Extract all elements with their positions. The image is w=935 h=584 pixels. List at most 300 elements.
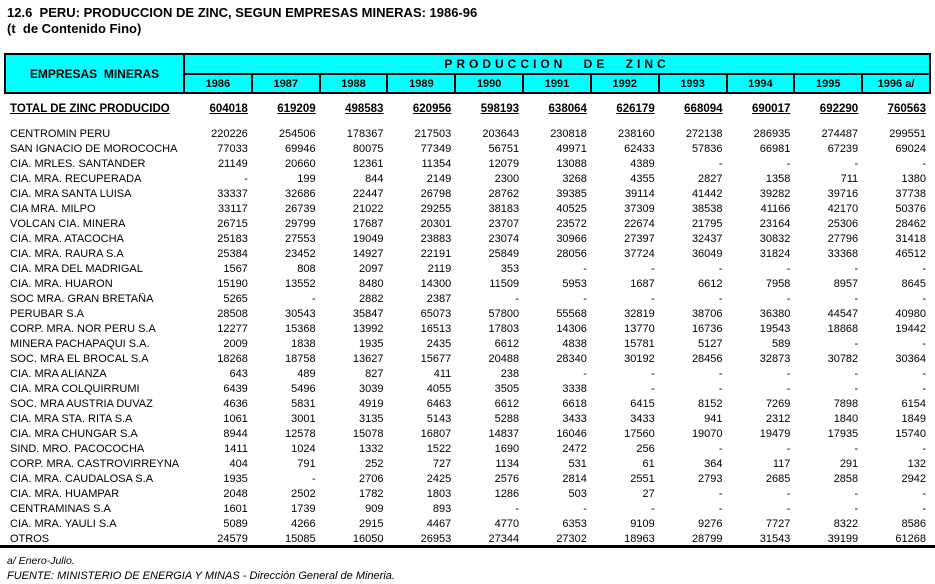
- cell-value: 28462: [895, 217, 926, 230]
- cell-value: 6154: [901, 397, 926, 410]
- cell-value: 15677: [420, 352, 452, 365]
- table-row: [4, 456, 931, 471]
- cell-value: 25183: [217, 232, 248, 245]
- cell-value: 15085: [285, 532, 316, 545]
- cell-value: 1024: [291, 442, 316, 455]
- table-row: [4, 186, 931, 201]
- cell-value: 40525: [556, 202, 587, 215]
- cell-value: 30192: [624, 352, 655, 365]
- year-header-cell: 1996 a/: [877, 77, 915, 90]
- cell-value: 14306: [556, 322, 587, 335]
- cell-value: 46512: [895, 247, 926, 260]
- cell-value: 39716: [827, 187, 859, 200]
- cell-value: -: [718, 367, 723, 380]
- cell-value: -: [718, 382, 723, 395]
- cell-value: 2706: [358, 472, 384, 485]
- cell-value: 16050: [352, 532, 384, 545]
- cell-value: 2814: [562, 472, 587, 485]
- cell-value: 199: [297, 172, 316, 185]
- year-header-cell: 1987: [253, 75, 321, 92]
- cell-value: 503: [568, 487, 587, 500]
- row-label: SAN IGNACIO DE MOROCOCHA: [10, 142, 178, 155]
- cell-value: 44547: [827, 307, 859, 320]
- table-row: [4, 381, 931, 396]
- row-label: CIA. MRA. HUAMPAR: [10, 487, 120, 500]
- table-row: [4, 261, 931, 276]
- year-header-cell: 1988: [321, 75, 389, 92]
- cell-value: 6612: [494, 397, 520, 410]
- cell-value: 32686: [285, 187, 316, 200]
- cell-value: 33368: [827, 247, 859, 260]
- cell-value: -: [311, 292, 316, 305]
- cell-value: 37724: [624, 247, 655, 260]
- cell-value: -: [786, 367, 791, 380]
- page-title: [7, 5, 477, 37]
- cell-value: 3433: [630, 412, 655, 425]
- cell-value: 18963: [624, 532, 655, 545]
- cell-value: 17803: [488, 322, 520, 335]
- cell-value: 61: [642, 457, 655, 470]
- row-label: MINERA PACHAPAQUI S.A.: [10, 337, 150, 350]
- cell-value: 690017: [751, 102, 791, 115]
- cell-value: 1286: [494, 487, 520, 500]
- cell-value: 9109: [630, 517, 655, 530]
- cell-value: 3505: [494, 382, 520, 395]
- cell-value: 2312: [765, 412, 791, 425]
- cell-value: 1358: [765, 172, 791, 185]
- cell-value: 27553: [285, 232, 316, 245]
- cell-value: 2827: [698, 172, 723, 185]
- cell-value: 32437: [691, 232, 723, 245]
- cell-value: 589: [772, 337, 791, 350]
- cell-value: 4919: [358, 397, 384, 410]
- cell-value: 16046: [556, 427, 587, 440]
- cell-value: 42170: [827, 202, 859, 215]
- footnote-period: a/ Enero-Julio.: [7, 555, 75, 567]
- cell-value: 1601: [223, 502, 248, 515]
- cell-value: 941: [704, 412, 723, 425]
- cell-value: 1782: [358, 487, 384, 500]
- cell-value: 4467: [426, 517, 452, 530]
- cell-value: 909: [365, 502, 384, 515]
- cell-value: 18758: [285, 352, 316, 365]
- cell-value: 220226: [211, 127, 248, 140]
- cell-value: 28799: [691, 532, 723, 545]
- cell-value: -: [651, 292, 655, 305]
- cell-value: 1803: [426, 487, 452, 500]
- cell-value: 256: [636, 442, 655, 455]
- cell-value: 1061: [223, 412, 248, 425]
- cell-value: 1739: [291, 502, 316, 515]
- cell-value: 13552: [285, 277, 316, 290]
- footnote-source: FUENTE: MINISTERIO DE ENERGIA Y MINAS - Dirección General de Mineria.: [7, 570, 395, 582]
- row-label: CENTRAMINAS S.A: [10, 502, 111, 515]
- cell-value: 30966: [556, 232, 587, 245]
- cell-value: -: [718, 262, 723, 275]
- cell-value: 2149: [426, 172, 452, 185]
- cell-value: 6439: [223, 382, 248, 395]
- cell-value: 19049: [352, 232, 384, 245]
- cell-value: 32873: [759, 352, 791, 365]
- cell-value: 12277: [217, 322, 248, 335]
- cell-value: 638064: [548, 102, 587, 115]
- cell-value: 27344: [488, 532, 520, 545]
- cell-value: 6618: [562, 397, 587, 410]
- cell-value: 6353: [562, 517, 587, 530]
- cell-value: 364: [704, 457, 723, 470]
- cell-value: 252: [365, 457, 384, 470]
- table-row: [4, 396, 931, 411]
- cell-value: 1838: [291, 337, 316, 350]
- cell-value: 29799: [285, 217, 316, 230]
- cell-value: 711: [840, 172, 859, 185]
- cell-value: -: [922, 157, 926, 170]
- cell-value: 57800: [488, 307, 520, 320]
- cell-value: -: [583, 292, 587, 305]
- cell-value: 1567: [223, 262, 248, 275]
- cell-value: 23572: [556, 217, 587, 230]
- table-row: [4, 531, 931, 546]
- cell-value: -: [718, 487, 723, 500]
- row-label: VOLCAN CIA. MINERA: [10, 217, 126, 230]
- table-row: [4, 276, 931, 291]
- cell-value: 1690: [494, 442, 520, 455]
- cell-value: -: [922, 487, 926, 500]
- cell-value: -: [651, 502, 655, 515]
- cell-value: 17687: [352, 217, 384, 230]
- row-label: CIA. MRA. RECUPERADA: [10, 172, 142, 185]
- cell-value: 23452: [285, 247, 316, 260]
- row-label: CIA. MRLES. SANTANDER: [10, 157, 146, 170]
- cell-value: 203643: [482, 127, 520, 140]
- cell-value: 808: [297, 262, 316, 275]
- cell-value: 56751: [488, 142, 520, 155]
- cell-value: 18868: [827, 322, 859, 335]
- cell-value: 7898: [833, 397, 859, 410]
- cell-value: -: [718, 157, 723, 170]
- cell-value: 16807: [420, 427, 452, 440]
- cell-value: 23707: [488, 217, 520, 230]
- cell-value: 5831: [291, 397, 316, 410]
- year-header-cell: 1994: [728, 75, 796, 92]
- cell-value: 2685: [765, 472, 791, 485]
- cell-value: 15078: [352, 427, 384, 440]
- cell-value: 13088: [556, 157, 587, 170]
- cell-value: 178367: [346, 127, 384, 140]
- cell-value: 2425: [426, 472, 452, 485]
- cell-value: 1840: [833, 412, 859, 425]
- cell-value: 2009: [223, 337, 248, 350]
- cell-value: 291: [839, 457, 859, 470]
- production-header-group: [185, 55, 929, 92]
- cell-value: 33117: [218, 202, 248, 215]
- table-row: [4, 336, 931, 351]
- cell-value: 67239: [827, 142, 859, 155]
- cell-value: -: [651, 382, 655, 395]
- cell-value: -: [922, 382, 926, 395]
- cell-value: 404: [229, 457, 248, 470]
- cell-value: 15781: [624, 337, 655, 350]
- cell-value: 11509: [489, 277, 520, 290]
- cell-value: 791: [297, 457, 316, 470]
- table-row: [4, 216, 931, 231]
- cell-value: 27796: [827, 232, 859, 245]
- cell-value: 8586: [901, 517, 926, 530]
- cell-value: -: [651, 367, 655, 380]
- cell-value: 299551: [889, 127, 926, 140]
- subtitle-line: (t de Contenido Fino): [7, 21, 142, 36]
- cell-value: 230818: [550, 127, 587, 140]
- cell-value: 32819: [624, 307, 655, 320]
- cell-value: 2387: [426, 292, 452, 305]
- cell-value: -: [244, 172, 248, 185]
- row-label: CIA. MRA ALIANZA: [10, 367, 107, 380]
- table-row: [4, 411, 931, 426]
- cell-value: 8480: [358, 277, 384, 290]
- cell-value: 31824: [759, 247, 791, 260]
- cell-value: 2576: [494, 472, 520, 485]
- cell-value: 19070: [691, 427, 723, 440]
- cell-value: 19543: [759, 322, 791, 335]
- table-row: [4, 516, 931, 531]
- cell-value: 1411: [224, 442, 248, 455]
- cell-value: 217503: [414, 127, 452, 140]
- cell-value: 2435: [426, 337, 452, 350]
- table-row: [4, 426, 931, 441]
- table-row: [4, 156, 931, 171]
- cell-value: -: [854, 262, 859, 275]
- cell-value: 33337: [217, 187, 248, 200]
- cell-value: 6612: [698, 277, 723, 290]
- cell-value: 36380: [759, 307, 791, 320]
- row-label: PERUBAR S.A: [10, 307, 84, 320]
- cell-value: 26953: [420, 532, 452, 545]
- year-header-cell: 1993: [660, 75, 728, 92]
- table-body: [4, 126, 931, 546]
- cell-value: 692290: [819, 102, 859, 115]
- cell-value: -: [854, 382, 859, 395]
- cell-value: -: [583, 502, 587, 515]
- cell-value: 25849: [488, 247, 520, 260]
- cell-value: 3268: [562, 172, 587, 185]
- cell-value: 28340: [556, 352, 587, 365]
- row-label: CORP. MRA. CASTROVIRREYNA: [10, 457, 180, 470]
- cell-value: 2097: [358, 262, 384, 275]
- row-label: TOTAL DE ZINC PRODUCIDO: [10, 102, 170, 115]
- cell-value: 26739: [285, 202, 316, 215]
- cell-value: 498583: [345, 102, 384, 115]
- cell-value: 1687: [630, 277, 655, 290]
- cell-value: 21149: [218, 157, 248, 170]
- cell-value: -: [854, 487, 859, 500]
- row-label: CIA MRA. MILPO: [10, 202, 96, 215]
- cell-value: 15190: [217, 277, 248, 290]
- row-label: CENTROMIN PERU: [10, 127, 111, 140]
- cell-value: -: [786, 442, 791, 455]
- cell-value: 1134: [495, 457, 520, 470]
- cell-value: 39282: [759, 187, 791, 200]
- cell-value: 531: [568, 457, 587, 470]
- cell-value: 5089: [223, 517, 248, 530]
- cell-value: 132: [907, 457, 926, 470]
- cell-value: 6612: [494, 337, 520, 350]
- cell-value: -: [718, 442, 723, 455]
- cell-value: 8322: [833, 517, 859, 530]
- cell-value: 5127: [698, 337, 723, 350]
- cell-value: 2915: [358, 517, 384, 530]
- cell-value: 28508: [217, 307, 248, 320]
- cell-value: 12079: [488, 157, 520, 170]
- cell-value: 8152: [698, 397, 723, 410]
- cell-value: 13770: [624, 322, 655, 335]
- cell-value: -: [854, 442, 859, 455]
- cell-value: 9276: [698, 517, 723, 530]
- cell-value: 39385: [556, 187, 587, 200]
- cell-value: 19442: [895, 322, 926, 335]
- cell-value: 69024: [895, 142, 926, 155]
- row-label: CIA. MRA. HUARON: [10, 277, 113, 290]
- total-row-container: [4, 101, 931, 116]
- year-header-cell: 1990: [456, 75, 524, 92]
- cell-value: 77349: [420, 142, 452, 155]
- row-label: OTROS: [10, 532, 50, 545]
- row-label: CIA. MRA DEL MADRIGAL: [10, 262, 143, 275]
- row-label: CIA. MRA SANTA LUISA: [10, 187, 132, 200]
- cell-value: 598193: [480, 102, 520, 115]
- cell-value: -: [583, 262, 587, 275]
- cell-value: -: [311, 472, 316, 485]
- cell-value: 4389: [630, 157, 655, 170]
- cell-value: 2882: [358, 292, 384, 305]
- cell-value: 272138: [685, 127, 723, 140]
- cell-value: 30364: [895, 352, 926, 365]
- cell-value: 604018: [209, 102, 248, 115]
- cell-value: 4355: [630, 172, 655, 185]
- cell-value: 39114: [624, 187, 655, 200]
- table-row: [4, 306, 931, 321]
- cell-value: 5288: [494, 412, 520, 425]
- table-row: [4, 246, 931, 261]
- cell-value: 38183: [488, 202, 520, 215]
- table-row: [4, 351, 931, 366]
- cell-value: -: [854, 292, 859, 305]
- cell-value: 353: [500, 262, 520, 275]
- cell-value: -: [718, 502, 723, 515]
- cell-value: 41442: [691, 187, 723, 200]
- table-row: [4, 291, 931, 306]
- cell-value: 30543: [285, 307, 316, 320]
- cell-value: 23164: [759, 217, 791, 230]
- cell-value: 66981: [759, 142, 791, 155]
- year-header-cell: 1995: [795, 75, 863, 92]
- cell-value: 1522: [426, 442, 452, 455]
- cell-value: 2793: [698, 472, 723, 485]
- cell-value: 37738: [895, 187, 926, 200]
- cell-value: 20488: [488, 352, 520, 365]
- cell-value: 27: [642, 487, 655, 500]
- cell-value: 668094: [684, 102, 723, 115]
- cell-value: 27397: [624, 232, 655, 245]
- cell-value: -: [515, 292, 520, 305]
- footnotes: [7, 554, 395, 584]
- row-label: CIA. MRA. ATACOCHA: [10, 232, 124, 245]
- cell-value: 117: [772, 457, 791, 470]
- table-row: [4, 366, 931, 381]
- cell-value: -: [583, 367, 587, 380]
- table-row: [4, 231, 931, 246]
- table-row: [4, 201, 931, 216]
- cell-value: -: [786, 292, 791, 305]
- cell-value: 18268: [217, 352, 248, 365]
- title-line: 12.6 PERU: PRODUCCION DE ZINC, SEGUN EMPRESAS MINERAS: 1986-96: [7, 5, 478, 20]
- cell-value: -: [786, 502, 791, 515]
- cell-value: -: [854, 367, 859, 380]
- cell-value: 20660: [285, 157, 316, 170]
- cell-value: 2119: [427, 262, 452, 275]
- cell-value: 411: [433, 367, 452, 380]
- cell-value: 26798: [420, 187, 452, 200]
- cell-value: -: [515, 502, 520, 515]
- row-label: CIA. MRA. CAUDALOSA S.A: [10, 472, 154, 485]
- cell-value: 13992: [352, 322, 384, 335]
- cell-value: 50376: [895, 202, 926, 215]
- year-header-cell: 1986: [185, 75, 253, 92]
- cell-value: 16513: [420, 322, 452, 335]
- cell-value: -: [922, 442, 926, 455]
- cell-value: 12578: [285, 427, 316, 440]
- cell-value: 2300: [494, 172, 520, 185]
- cell-value: 2942: [901, 472, 926, 485]
- cell-value: 7269: [765, 397, 791, 410]
- cell-value: -: [786, 262, 791, 275]
- cell-value: 22447: [352, 187, 384, 200]
- cell-value: 61268: [895, 532, 926, 545]
- cell-value: 29255: [420, 202, 452, 215]
- cell-value: 1935: [223, 472, 248, 485]
- cell-value: 760563: [887, 102, 926, 115]
- row-label: SOC. MRA AUSTRIA DUVAZ: [10, 397, 153, 410]
- cell-value: -: [854, 502, 859, 515]
- cell-value: 30782: [827, 352, 859, 365]
- cell-value: 14837: [488, 427, 520, 440]
- cell-value: 28762: [488, 187, 520, 200]
- cell-value: 49971: [556, 142, 587, 155]
- cell-value: 23883: [420, 232, 452, 245]
- cell-value: 2502: [291, 487, 316, 500]
- cell-value: 238: [500, 367, 520, 380]
- year-header-cell: 1991: [524, 75, 592, 92]
- table-row: [4, 126, 931, 141]
- cell-value: 5143: [426, 412, 452, 425]
- cell-value: 7958: [765, 277, 791, 290]
- cell-value: 238160: [618, 127, 655, 140]
- cell-value: -: [651, 262, 655, 275]
- cell-value: -: [922, 292, 926, 305]
- row-label: SOC MRA. GRAN BRETAÑA: [10, 292, 154, 305]
- cell-value: 21795: [691, 217, 723, 230]
- cell-value: 3039: [358, 382, 384, 395]
- cell-value: -: [922, 262, 926, 275]
- cell-value: 11354: [421, 157, 452, 170]
- cell-value: 1935: [358, 337, 384, 350]
- cell-value: 4636: [223, 397, 248, 410]
- cell-value: 3001: [291, 412, 316, 425]
- row-label: CIA. MRA STA. RITA S.A: [10, 412, 133, 425]
- cell-value: 21022: [352, 202, 384, 215]
- cell-value: 1849: [901, 412, 926, 425]
- cell-value: 38538: [691, 202, 723, 215]
- cell-value: 16736: [691, 322, 723, 335]
